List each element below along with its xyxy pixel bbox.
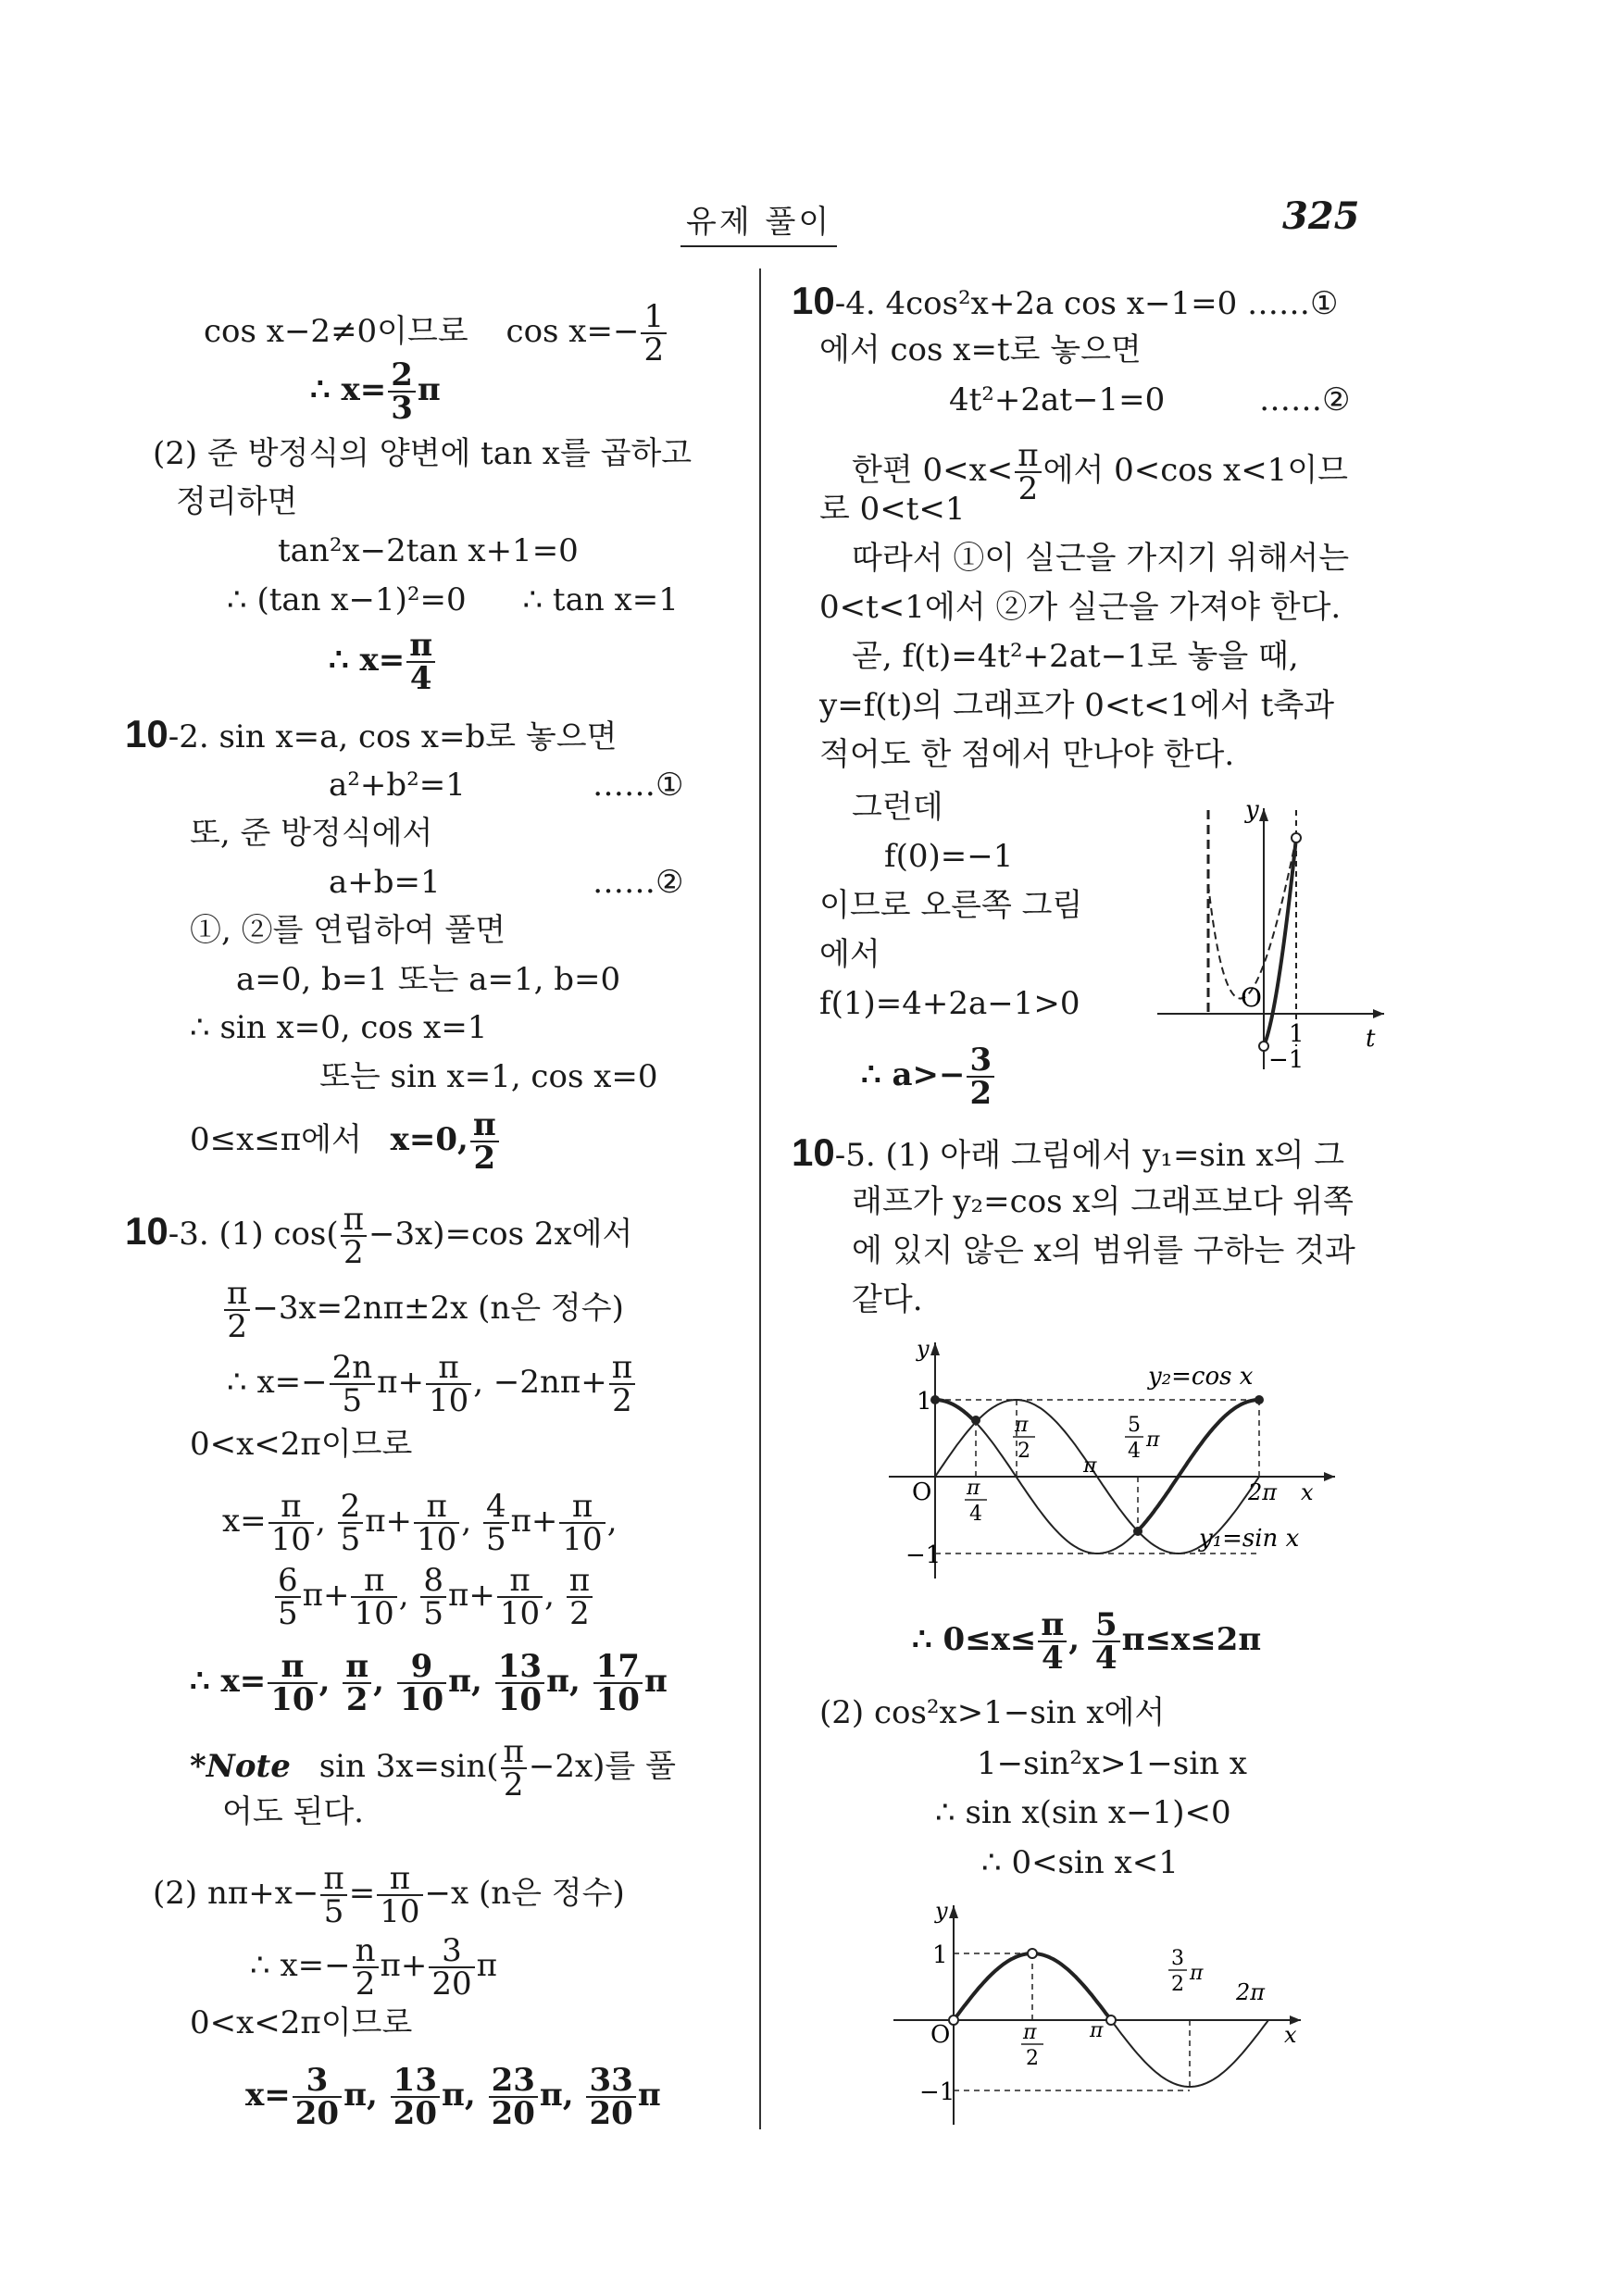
problem-10-3-heading — [125, 1201, 633, 1271]
text: ∴ tan x=1 — [522, 581, 679, 618]
g2-label-pi: π — [1083, 1454, 1097, 1478]
num: π — [470, 1109, 499, 1142]
num: π — [341, 1204, 367, 1237]
num: 33 — [586, 2065, 635, 2098]
den: 2 — [969, 1075, 993, 1112]
line-solutions-row2 — [273, 1562, 594, 1632]
num: π — [559, 1491, 605, 1524]
line-range-2: 0<x<2π이므로 — [190, 2004, 413, 2041]
note-label: *Note — [190, 1748, 291, 1785]
num: π — [268, 1651, 317, 1684]
num: π — [609, 1352, 635, 1385]
g2-label-pi4-den: 4 — [969, 1503, 982, 1526]
den: 10 — [380, 1893, 420, 1930]
num: 3 — [967, 1044, 994, 1078]
fraction — [495, 1648, 544, 1718]
line-10-5-2-b: 1−sin²x>1−sin x — [977, 1745, 1247, 1782]
den: 20 — [491, 2095, 535, 2132]
line-10-5-2-c: ∴ sin x(sin x−1)<0 — [935, 1794, 1231, 1831]
text: ∴ x= — [310, 371, 387, 408]
line-right-figure: 이므로 오른쪽 그림 — [819, 887, 1083, 924]
num: 4 — [483, 1491, 509, 1524]
fraction — [406, 627, 435, 697]
line-condition-2: 0<t<1에서 ②가 실근을 가져야 한다. — [819, 589, 1342, 626]
den: 5 — [342, 1382, 363, 1419]
fraction — [1038, 1606, 1067, 1677]
num: π — [501, 1736, 527, 1769]
text: π+ — [377, 1364, 424, 1401]
fraction — [1092, 1606, 1120, 1677]
line-10-5-b: 에 있지 않은 x의 범위를 구하는 것과 — [852, 1232, 1355, 1269]
parabola-x-arrow — [1373, 1009, 1384, 1018]
line-answer-10-4 — [861, 1042, 996, 1112]
den: 10 — [417, 1521, 457, 1558]
g2-label-pi2-num: π — [1015, 1414, 1029, 1437]
graph1-label-y: y — [1245, 796, 1259, 824]
fraction — [330, 1349, 376, 1419]
line-10-5-a: 래프가 y₂=cos x의 그래프보다 위쪽 — [852, 1183, 1354, 1220]
line-sin-cos-2: 또는 sin x=1, cos x=0 — [319, 1058, 658, 1095]
den: 2 — [227, 1308, 247, 1345]
line-answer-10-3-2 — [245, 2062, 661, 2132]
g2-label-cos: y₂=cos x — [1148, 1363, 1254, 1391]
g3-label-pi2-den: 2 — [1026, 2047, 1039, 2070]
g2-y-arrow — [930, 1342, 940, 1355]
text: π+ — [365, 1503, 413, 1540]
num: 1 — [641, 301, 667, 334]
solution-region-2 — [1138, 1400, 1259, 1531]
den: 2 — [343, 1234, 364, 1271]
g2-label-1: 1 — [917, 1388, 932, 1416]
line-part2-intro: (2) 준 방정식의 양변에 tan x를 곱하고 — [153, 435, 693, 472]
text: , −2nπ+ — [473, 1364, 607, 1401]
line-graph-cond: y=f(t)의 그래프가 0<t<1에서 t축과 — [819, 687, 1335, 724]
line-condition-1: 따라서 ①이 실근을 가지기 위해서는 — [852, 540, 1350, 577]
text: -5. (1) 아래 그림에서 y₁=sin x의 그 — [834, 1137, 1345, 1174]
line-tan-quadratic: tan²x−2tan x+1=0 — [278, 532, 579, 569]
line-arrange: 정리하면 — [176, 483, 298, 520]
text: 한편 0<x< — [852, 452, 1014, 489]
line-solve: ①, ②를 연립하여 풀면 — [190, 912, 506, 949]
eq-label-r2: ……② — [1259, 381, 1351, 418]
text: π+ — [380, 1947, 428, 1984]
g2-label-2pi: 2π — [1248, 1479, 1278, 1505]
eq-label-2: ……② — [593, 864, 684, 901]
g2-label-sin: y₁=sin x — [1199, 1525, 1300, 1553]
g3-point-0 — [949, 2015, 958, 2025]
den: 10 — [270, 1521, 311, 1558]
line-sin-cos-1: ∴ sin x=0, cos x=1 — [190, 1009, 488, 1046]
text: π, — [343, 2077, 378, 2114]
g3-label-pi2-num: π — [1023, 2021, 1037, 2044]
text: x= — [245, 2077, 291, 2114]
den: 2 — [345, 1681, 368, 1718]
g3-label-y: y — [935, 1898, 948, 1924]
line-cos-neq — [204, 298, 668, 368]
text: cos x−2≠0이므로 — [204, 313, 468, 350]
text: ∴ x= — [329, 642, 406, 679]
den: 2 — [355, 1965, 376, 2003]
solution-region-1 — [935, 1400, 976, 1422]
num: 9 — [397, 1651, 446, 1684]
g3-y-arrow — [949, 1905, 958, 1918]
fraction — [268, 1488, 314, 1558]
line-f1: f(1)=4+2a−1>0 — [819, 985, 1080, 1022]
problem-number: 10 — [792, 279, 835, 322]
fraction — [391, 2062, 440, 2132]
den: 10 — [399, 1681, 444, 1718]
num: π — [1015, 440, 1041, 473]
line-also: 또, 준 방정식에서 — [190, 815, 433, 852]
den: 10 — [428, 1382, 469, 1419]
text: −3x=2nπ±2x (n은 정수) — [252, 1290, 624, 1327]
problem-number: 10 — [125, 1209, 169, 1253]
line-define-f: 곧, f(t)=4t²+2at−1로 놓을 때, — [852, 638, 1299, 675]
parabola-curve-solid — [1264, 838, 1296, 1046]
fraction — [429, 1932, 474, 2003]
text: x=0, — [390, 1121, 468, 1158]
den: 5 — [323, 1893, 344, 1930]
text: ∴ (tan x−1)²=0 — [227, 581, 467, 618]
line-x-expressions — [227, 1349, 637, 1419]
den: 2 — [569, 1595, 590, 1632]
den: 10 — [270, 1681, 315, 1718]
text: -2. sin x=a, cos x=b로 놓으면 — [168, 718, 618, 755]
num: 6 — [275, 1565, 301, 1598]
line-10-5-c: 같다. — [852, 1281, 923, 1318]
num: π — [497, 1565, 543, 1598]
text: π — [637, 2077, 661, 2114]
fraction — [641, 298, 667, 368]
den: 5 — [340, 1521, 361, 1558]
fraction — [489, 2062, 538, 2132]
line-answer-10-2 — [190, 1106, 501, 1177]
text: ∴ x= — [190, 1663, 267, 1700]
g2-label-5pi4-num: 5 — [1128, 1414, 1141, 1437]
den: 20 — [393, 2095, 437, 2132]
num: n — [353, 1935, 379, 1968]
text: x= — [222, 1503, 267, 1540]
fraction — [293, 2062, 342, 2132]
den: 4 — [1094, 1640, 1117, 1677]
text: π, — [546, 1663, 581, 1700]
text: cos x=− — [506, 313, 640, 350]
line-answer-10-3-1 — [190, 1648, 668, 1718]
den: 2 — [1017, 470, 1039, 507]
line-however: 그런데 — [852, 789, 943, 826]
num: 13 — [391, 2065, 440, 2098]
g2-point-pi4 — [971, 1416, 980, 1425]
sin-cos-graph — [880, 1333, 1342, 1583]
text: π — [417, 371, 441, 408]
text: , — [318, 1663, 331, 1700]
text: -4. 4cos²x+2a cos x−1=0 ……① — [834, 285, 1339, 322]
den: 10 — [562, 1521, 603, 1558]
fraction — [967, 1042, 994, 1112]
line-f0: f(0)=−1 — [884, 838, 1014, 875]
line-10-5-2-d: ∴ 0<sin x<1 — [981, 1844, 1179, 1881]
g3-label-3pi2-pi: π — [1190, 1962, 1204, 1985]
line-ab-values: a=0, b=1 또는 a=1, b=0 — [236, 961, 621, 998]
fraction — [377, 1860, 422, 1930]
text: , — [461, 1503, 472, 1540]
den: 5 — [423, 1595, 444, 1632]
parabola-graph — [1148, 792, 1389, 1088]
num: π — [567, 1565, 593, 1598]
fraction — [353, 1932, 379, 2003]
line-a-plus-b: a+b=1 — [329, 864, 441, 901]
line-answer-10-5-1 — [912, 1606, 1262, 1677]
fraction — [593, 1648, 643, 1718]
g2-x-arrow — [1324, 1472, 1335, 1481]
g3-label-neg1: −1 — [919, 2078, 955, 2106]
fraction — [497, 1562, 543, 1632]
text: ∴ x=− — [250, 1947, 351, 1984]
den: 10 — [354, 1595, 394, 1632]
text: π, — [448, 1663, 482, 1700]
text: π, — [442, 2077, 476, 2114]
line-10-5-2-a: (2) cos²x>1−sin x에서 — [819, 1694, 1166, 1731]
fraction — [483, 1488, 509, 1558]
g3-point-pi2 — [1028, 1949, 1037, 1958]
g3-label-pi: π — [1090, 2019, 1104, 2042]
column-divider — [759, 268, 761, 2129]
text: π+ — [302, 1577, 350, 1614]
den: 2 — [612, 1382, 632, 1419]
fraction — [351, 1562, 396, 1632]
num: 13 — [495, 1651, 544, 1684]
line-quadratic-t: 4t²+2at−1=0 — [949, 381, 1166, 418]
text: sin 3x=sin( — [318, 1748, 499, 1785]
parabola-curve — [1208, 838, 1296, 999]
line-general-solution — [222, 1275, 624, 1345]
g2-point-2pi — [1255, 1395, 1264, 1404]
line-part2-x — [250, 1932, 497, 2003]
problem-10-2-heading — [125, 712, 618, 755]
num: π — [414, 1491, 459, 1524]
text: −x (n은 정수) — [424, 1875, 625, 1912]
fraction — [388, 356, 416, 427]
line-x-2-3-pi — [310, 356, 441, 427]
fraction — [224, 1275, 250, 1345]
g2-point-5pi4 — [1133, 1527, 1142, 1536]
line-from: 에서 — [819, 936, 880, 973]
num: π — [377, 1863, 422, 1896]
eq-label-1: ……① — [593, 767, 684, 804]
fraction — [609, 1349, 635, 1419]
graph1-label-t: t — [1366, 1025, 1376, 1053]
graph1-label-neg1: −1 — [1268, 1046, 1305, 1074]
num: π — [1038, 1609, 1067, 1642]
fraction — [559, 1488, 605, 1558]
g2-label-x: x — [1301, 1479, 1314, 1505]
text: = — [348, 1875, 376, 1912]
fraction — [470, 1106, 499, 1177]
num: π — [320, 1863, 346, 1896]
line-a2b2: a²+b²=1 — [329, 767, 466, 804]
text: π≤x≤2π — [1121, 1621, 1262, 1658]
num: 5 — [1092, 1609, 1120, 1642]
fraction — [397, 1648, 446, 1718]
num: 3 — [293, 2065, 342, 2098]
den: 4 — [1041, 1640, 1064, 1677]
fraction — [275, 1562, 301, 1632]
den: 20 — [589, 2095, 633, 2132]
g2-label-y: y — [917, 1336, 930, 1362]
text: −3x)=cos 2x에서 — [368, 1216, 633, 1253]
text: π, — [539, 2077, 574, 2114]
fraction — [320, 1860, 346, 1930]
den: 5 — [278, 1595, 298, 1632]
text: , — [398, 1577, 409, 1614]
g2-label-neg1: −1 — [905, 1541, 942, 1569]
text: π+ — [448, 1577, 495, 1614]
den: 20 — [431, 1965, 472, 2003]
num: π — [224, 1278, 250, 1311]
den: 3 — [391, 390, 413, 427]
text: 0≤x≤π에서 — [190, 1121, 362, 1158]
den: 4 — [409, 660, 432, 697]
den: 20 — [294, 2095, 340, 2132]
parabola-point-f0 — [1259, 1042, 1268, 1051]
num: 2 — [388, 359, 416, 393]
page-number: 325 — [1282, 194, 1360, 238]
fraction — [501, 1733, 527, 1803]
page-header-title: 유제 풀이 — [680, 196, 837, 247]
text: ∴ 0≤x≤ — [912, 1621, 1037, 1658]
g3-point-pi — [1106, 2015, 1116, 2025]
num: π — [343, 1651, 371, 1684]
den: 2 — [473, 1140, 496, 1177]
text: -3. (1) cos( — [168, 1216, 339, 1253]
text: , — [544, 1577, 555, 1614]
line-meet: 적어도 한 점에서 만나야 한다. — [819, 736, 1235, 773]
fraction — [426, 1349, 471, 1419]
fraction — [586, 2062, 635, 2132]
fraction — [1015, 437, 1041, 507]
line-tan-square — [227, 581, 679, 618]
g3-label-3pi2-den: 2 — [1171, 1973, 1184, 1996]
problem-number: 10 — [792, 1130, 835, 1174]
num: 2n — [330, 1352, 376, 1385]
problem-number: 10 — [125, 712, 169, 755]
num: π — [406, 630, 435, 663]
num: 17 — [593, 1651, 643, 1684]
line-part2-eq — [153, 1860, 625, 1930]
text: ∴ x=− — [227, 1364, 328, 1401]
fraction — [420, 1562, 446, 1632]
num: π — [268, 1491, 314, 1524]
g2-label-pi4-num: π — [967, 1477, 980, 1500]
den: 2 — [503, 1766, 524, 1803]
line-note-cont: 어도 된다. — [222, 1793, 364, 1830]
text: 에서 0<cos x<1이므 — [1042, 452, 1349, 489]
fraction — [341, 1201, 367, 1271]
den: 10 — [499, 1595, 541, 1632]
text: −2x)를 풀 — [528, 1748, 676, 1785]
den: 5 — [485, 1521, 506, 1558]
den: 10 — [595, 1681, 640, 1718]
g2-label-5pi4-den: 4 — [1128, 1440, 1141, 1463]
text: , — [606, 1503, 618, 1540]
parabola-point-top — [1292, 833, 1301, 842]
text: π — [643, 1663, 668, 1700]
num: 2 — [338, 1491, 364, 1524]
problem-10-5-heading — [792, 1130, 1345, 1174]
g3-label-x: x — [1284, 2022, 1297, 2048]
g3-label-o: O — [930, 2021, 951, 2049]
num: π — [426, 1352, 471, 1385]
line-note — [190, 1733, 676, 1803]
g2-label-5pi4-pi: π — [1146, 1429, 1160, 1452]
text: π — [476, 1947, 497, 1984]
g2-label-pi2-den: 2 — [1017, 1440, 1030, 1463]
den: 2 — [643, 331, 665, 368]
text: , — [373, 1663, 384, 1700]
g3-label-3pi2-num: 3 — [1171, 1947, 1184, 1970]
line-solutions-row1 — [222, 1488, 618, 1558]
fraction — [567, 1562, 593, 1632]
line-substitute: 에서 cos x=t로 놓으면 — [819, 331, 1142, 368]
line-t-range: 로 0<t<1 — [819, 491, 966, 528]
line-range-1: 0<x<2π이므로 — [190, 1426, 413, 1463]
num: 3 — [429, 1935, 474, 1968]
num: π — [351, 1565, 396, 1598]
parabola-y-arrow — [1259, 808, 1268, 821]
fraction — [268, 1648, 317, 1718]
num: 23 — [489, 2065, 538, 2098]
fraction — [343, 1648, 371, 1718]
sin-graph — [884, 1898, 1338, 2129]
problem-10-4-heading — [792, 279, 1339, 322]
fraction — [338, 1488, 364, 1558]
text: (2) nπ+x− — [153, 1875, 319, 1912]
text: , — [315, 1503, 326, 1540]
num: 8 — [420, 1565, 446, 1598]
text: ∴ a>− — [861, 1056, 966, 1093]
graph1-label-1: 1 — [1289, 1020, 1305, 1048]
g3-label-1: 1 — [932, 1941, 948, 1969]
g3-label-2pi: 2π — [1236, 1979, 1266, 2005]
text: , — [1068, 1621, 1080, 1658]
graph1-label-o: O — [1241, 982, 1262, 1013]
fraction — [414, 1488, 459, 1558]
den: 10 — [497, 1681, 543, 1718]
line-x-pi-4 — [329, 627, 437, 697]
text: π+ — [510, 1503, 558, 1540]
g2-label-o: O — [912, 1479, 932, 1506]
